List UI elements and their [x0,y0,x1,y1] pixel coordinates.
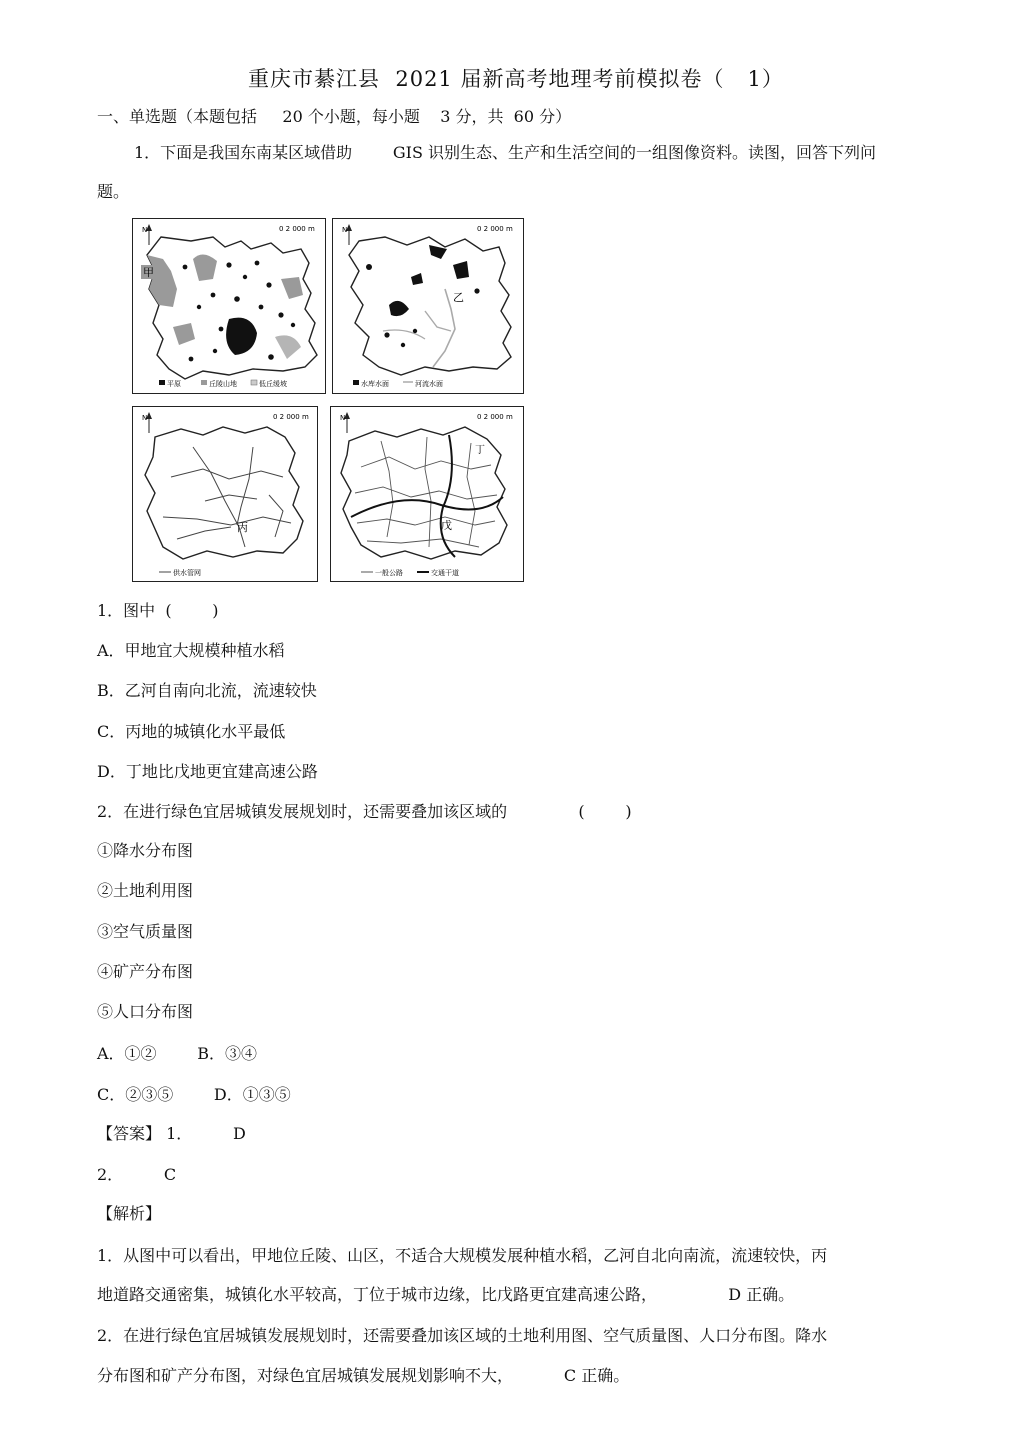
section-heading: 一、单选题（本题包括 20 个小题，每小题 3 分，共 60 分） [97,107,572,126]
place-label-ding: 丁 [475,445,485,456]
question-2-item-2: ②土地利用图 [97,881,194,900]
map-panel-water [332,218,524,394]
intro-text: 1．下面是我国东南某区域借助 GIS 识别生态、生产和生活空间的一组图像资料。读图，回答下列问 [134,143,877,162]
question-2-item-1: ①降水分布图 [97,841,194,860]
question-1-option-a: A．甲地宜大规模种植水稻 [97,641,285,660]
place-label-wu: 戊 [441,519,452,532]
analysis-paragraph-1: 1．从图中可以看出，甲地位丘陵、山区，不适合大规模发展种植水稻，乙河自北向南流，流速较快，丙 [97,1246,828,1265]
svg-text:N: N [342,226,348,234]
analysis-paragraph-1-cont: 地道路交通密集，城镇化水平较高，丁位于城市边缘，比戊路更宜建高速公路， D 正确。 [97,1285,795,1304]
svg-text:丘陵山地: 丘陵山地 [209,380,237,388]
analysis-paragraph-2: 2．在进行绿色宜居城镇发展规划时，还需要叠加该区域的土地利用图、空气质量图、人口分布图。降水 [97,1326,828,1345]
question-2-stem: 2．在进行绿色宜居城镇发展规划时，还需要叠加该区域的 ( ) [97,802,632,821]
svg-text:0 2 000 m: 0 2 000 m [477,413,513,421]
gis-map-figure [132,218,524,584]
question-2-item-4: ④矿产分布图 [97,962,194,981]
analysis-label: 【解析】 [97,1204,162,1223]
question-1-option-d: D．丁地比戊地更宜建高速公路 [97,762,318,781]
svg-text:河流水面: 河流水面 [415,380,443,388]
place-label-yi: 乙 [453,291,464,304]
answer-line-2: 2． C [97,1165,177,1184]
question-1-option-c: C．丙地的城镇化水平最低 [97,722,286,741]
north-arrow-label: N [142,226,148,234]
question-2-options-ab: A．①② B．③④ [97,1044,258,1063]
intro-text-continued: 题。 [97,182,130,201]
map-panel-roads [330,406,524,582]
analysis-paragraph-2-cont: 分布图和矿产分布图，对绿色宜居城镇发展规划影响不大， C 正确。 [97,1366,630,1385]
question-1-option-b: B．乙河自南向北流，流速较快 [97,681,317,700]
svg-text:N: N [142,414,148,422]
question-1-stem: 1．图中 ( ) [97,601,219,620]
svg-text:交通干道: 交通干道 [431,569,459,577]
svg-text:低丘缓坡: 低丘缓坡 [259,380,287,388]
svg-text:0 2 000 m: 0 2 000 m [477,225,513,233]
question-2-item-3: ③空气质量图 [97,922,194,941]
svg-text:平原: 平原 [167,380,181,388]
svg-text:0 2 000 m: 0 2 000 m [273,413,309,421]
svg-text:N: N [340,414,346,422]
page-title: 重庆市綦江县 2021 届新高考地理考前模拟卷（ 1） [248,67,784,91]
place-label-bing: 丙 [237,521,248,534]
place-label-jia: 甲 [143,266,154,279]
map-panel-terrain [132,218,326,394]
svg-text:供水管网: 供水管网 [173,569,201,577]
scale-bar-label: 0 2 000 m [279,225,315,233]
map-panel-water-supply [132,406,318,582]
svg-text:水库水面: 水库水面 [361,380,389,388]
question-2-item-5: ⑤人口分布图 [97,1002,194,1021]
svg-text:一般公路: 一般公路 [375,569,403,577]
question-2-options-cd: C．②③⑤ D．①③⑤ [97,1085,291,1104]
answer-label: 【答案】 1． D [97,1124,246,1143]
